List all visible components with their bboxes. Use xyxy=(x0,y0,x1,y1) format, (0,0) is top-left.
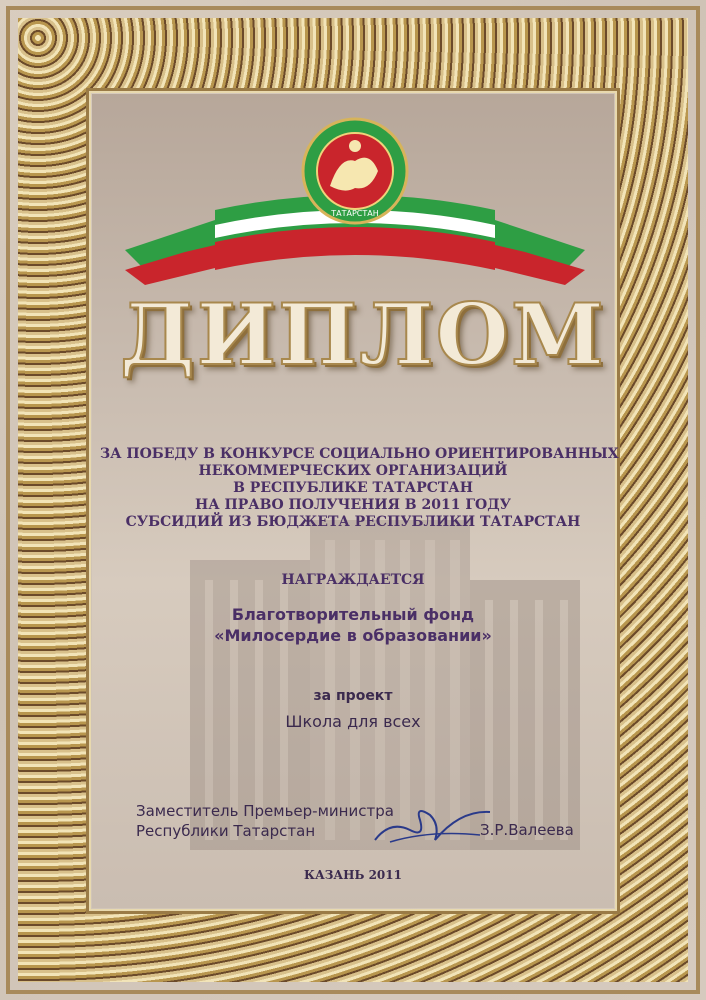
recipient xyxy=(100,604,606,646)
award-line: СУБСИДИЙ ИЗ БЮДЖЕТА РЕСПУБЛИКИ ТАТАРСТАН xyxy=(125,514,581,530)
project-name: Школа для всех xyxy=(285,712,421,731)
signatory-name: З.Р.Валеева xyxy=(480,821,574,839)
recipient-line: Благотворительный фонд xyxy=(231,605,475,624)
award-reason xyxy=(100,446,619,531)
place-date: КАЗАНЬ 2011 xyxy=(304,868,402,882)
award-line: НА ПРАВО ПОЛУЧЕНИЯ В 2011 ГОДУ xyxy=(194,497,512,513)
award-line: В РЕСПУБЛИКЕ ТАТАРСТАН xyxy=(233,480,473,496)
award-line: НЕКОММЕРЧЕСКИХ ОРГАНИЗАЦИЙ xyxy=(198,463,508,479)
recipient-line: «Милосердие в образовании» xyxy=(214,626,492,645)
award-line: ЗА ПОБЕДУ В КОНКУРСЕ СОЦИАЛЬНО ОРИЕНТИРОВАННЫХ xyxy=(100,446,619,462)
project-label: за проект xyxy=(313,688,393,704)
emblem-caption: ТАТАРСТАН xyxy=(331,209,379,218)
signatory-title-line: Заместитель Премьер-министра xyxy=(136,802,394,820)
tatarstan-emblem xyxy=(300,116,410,226)
diploma-title: ДИПЛОМ xyxy=(120,285,606,384)
awarded-label: НАГРАЖДАЕТСЯ xyxy=(281,572,425,588)
signatory-title-line: Республики Татарстан xyxy=(136,822,316,840)
